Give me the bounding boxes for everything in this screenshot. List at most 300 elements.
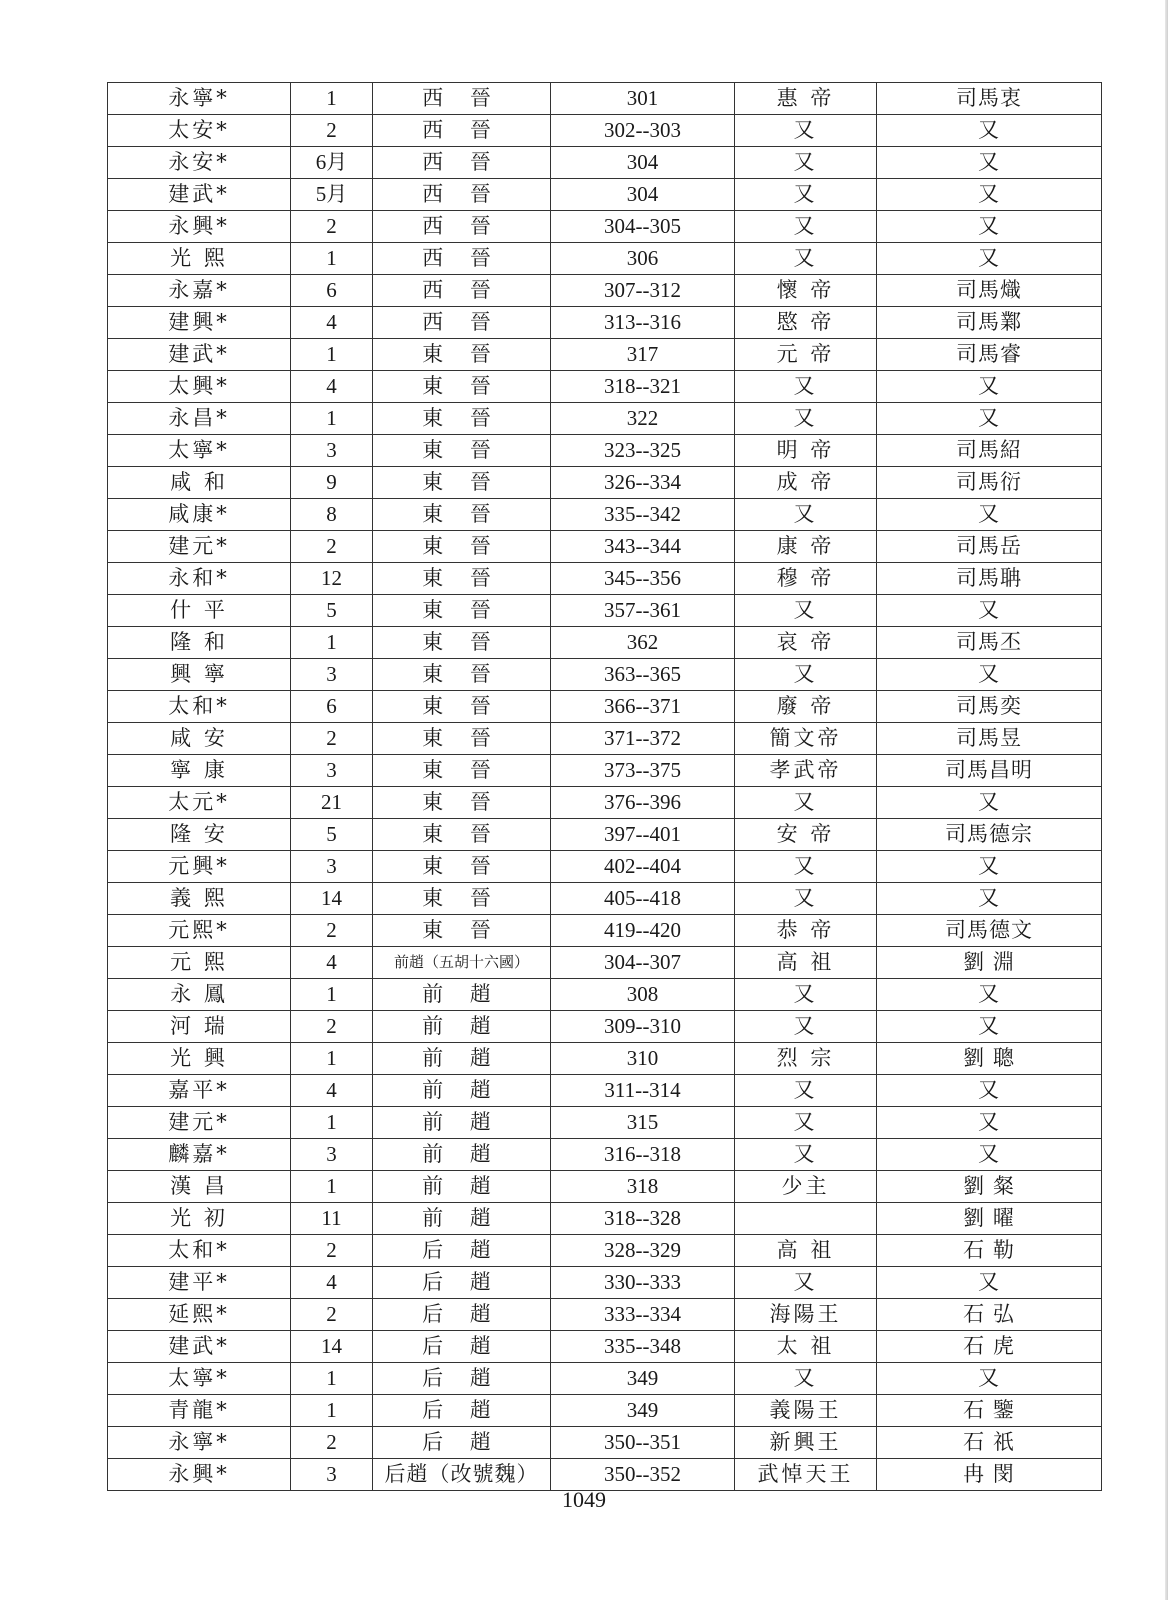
- emperor-title-cell: 廢 帝: [735, 691, 877, 723]
- year-range-cell: 317: [551, 339, 735, 371]
- emperor-title-cell: 又: [735, 115, 877, 147]
- table-row: [108, 659, 1102, 691]
- page-number: 1049: [562, 1487, 606, 1512]
- year-range-cell: 335--348: [551, 1331, 735, 1363]
- emperor-name-cell: 又: [877, 115, 1102, 147]
- era-name-cell: 興 寧: [108, 659, 291, 691]
- year-range-cell: 322: [551, 403, 735, 435]
- emperor-title-cell: 新興王: [735, 1427, 877, 1459]
- era-name-cell: 漢 昌: [108, 1171, 291, 1203]
- table-row: [108, 1043, 1102, 1075]
- duration-cell: 11: [291, 1203, 373, 1235]
- emperor-title-cell: 又: [735, 1139, 877, 1171]
- era-name-cell: 嘉平*: [108, 1075, 291, 1107]
- table-row: [108, 915, 1102, 947]
- duration-cell: 2: [291, 1299, 373, 1331]
- emperor-title-cell: 哀 帝: [735, 627, 877, 659]
- duration-cell: 14: [291, 883, 373, 915]
- dynasty-cell: 東 晉: [373, 371, 551, 403]
- year-range-cell: 419--420: [551, 915, 735, 947]
- era-name-cell: 建興*: [108, 307, 291, 339]
- era-name-cell: 太寧*: [108, 435, 291, 467]
- era-name-cell: 咸康*: [108, 499, 291, 531]
- emperor-title-cell: 又: [735, 883, 877, 915]
- era-name-cell: 麟嘉*: [108, 1139, 291, 1171]
- duration-cell: 2: [291, 531, 373, 563]
- year-range-cell: 311--314: [551, 1075, 735, 1107]
- emperor-name-cell: 司馬睿: [877, 339, 1102, 371]
- dynasty-cell: 西 晉: [373, 275, 551, 307]
- year-range-cell: 363--365: [551, 659, 735, 691]
- emperor-name-cell: 司馬昱: [877, 723, 1102, 755]
- duration-cell: 2: [291, 1427, 373, 1459]
- era-name-cell: 永寧*: [108, 1427, 291, 1459]
- table-row: [108, 851, 1102, 883]
- emperor-title-cell: 成 帝: [735, 467, 877, 499]
- emperor-name-cell: 冉 閔: [877, 1459, 1102, 1491]
- emperor-title-cell: 又: [735, 211, 877, 243]
- emperor-title-cell: 高 祖: [735, 947, 877, 979]
- duration-cell: 5月: [291, 179, 373, 211]
- dynasty-cell: 前 趙: [373, 1043, 551, 1075]
- table-row: [108, 1139, 1102, 1171]
- table-row: [108, 1203, 1102, 1235]
- emperor-name-cell: 又: [877, 211, 1102, 243]
- dynasty-cell: 后 趙: [373, 1363, 551, 1395]
- era-name-cell: 咸 安: [108, 723, 291, 755]
- dynasty-cell: 西 晉: [373, 115, 551, 147]
- dynasty-cell: 東 晉: [373, 563, 551, 595]
- year-range-cell: 323--325: [551, 435, 735, 467]
- era-name-cell: 永安*: [108, 147, 291, 179]
- dynasty-cell: 西 晉: [373, 147, 551, 179]
- duration-cell: 2: [291, 915, 373, 947]
- emperor-title-cell: 又: [735, 1267, 877, 1299]
- emperor-title-cell: 又: [735, 1011, 877, 1043]
- duration-cell: 1: [291, 243, 373, 275]
- dynasty-cell: 前趙（五胡十六國）: [373, 947, 551, 979]
- dynasty-cell: 東 晉: [373, 403, 551, 435]
- duration-cell: 2: [291, 723, 373, 755]
- era-table: [107, 82, 1102, 1491]
- era-name-cell: 永 鳳: [108, 979, 291, 1011]
- table-row: [108, 83, 1102, 115]
- emperor-name-cell: 司馬紹: [877, 435, 1102, 467]
- table-row: [108, 1395, 1102, 1427]
- dynasty-cell: 東 晉: [373, 627, 551, 659]
- year-range-cell: 304--307: [551, 947, 735, 979]
- duration-cell: 8: [291, 499, 373, 531]
- emperor-name-cell: 又: [877, 851, 1102, 883]
- emperor-name-cell: 石 祇: [877, 1427, 1102, 1459]
- dynasty-cell: 東 晉: [373, 499, 551, 531]
- emperor-title-cell: 又: [735, 979, 877, 1011]
- duration-cell: 4: [291, 307, 373, 339]
- emperor-name-cell: 石 鑒: [877, 1395, 1102, 1427]
- year-range-cell: 350--352: [551, 1459, 735, 1491]
- table-row: [108, 755, 1102, 787]
- emperor-title-cell: [735, 1203, 877, 1235]
- emperor-name-cell: 又: [877, 1363, 1102, 1395]
- era-name-cell: 建元*: [108, 1107, 291, 1139]
- era-name-cell: 永興*: [108, 211, 291, 243]
- year-range-cell: 326--334: [551, 467, 735, 499]
- duration-cell: 3: [291, 851, 373, 883]
- duration-cell: 5: [291, 595, 373, 627]
- emperor-title-cell: 孝武帝: [735, 755, 877, 787]
- emperor-title-cell: 惠 帝: [735, 83, 877, 115]
- duration-cell: 1: [291, 83, 373, 115]
- table-row: [108, 595, 1102, 627]
- duration-cell: 2: [291, 211, 373, 243]
- emperor-title-cell: 又: [735, 1075, 877, 1107]
- duration-cell: 3: [291, 755, 373, 787]
- year-range-cell: 405--418: [551, 883, 735, 915]
- era-name-cell: 太和*: [108, 691, 291, 723]
- dynasty-cell: 東 晉: [373, 787, 551, 819]
- table-row: [108, 211, 1102, 243]
- year-range-cell: 310: [551, 1043, 735, 1075]
- year-range-cell: 328--329: [551, 1235, 735, 1267]
- emperor-name-cell: 又: [877, 1139, 1102, 1171]
- dynasty-cell: 東 晉: [373, 659, 551, 691]
- dynasty-cell: 西 晉: [373, 211, 551, 243]
- year-range-cell: 318--321: [551, 371, 735, 403]
- era-name-cell: 延熙*: [108, 1299, 291, 1331]
- table-row: [108, 1011, 1102, 1043]
- emperor-title-cell: 太 祖: [735, 1331, 877, 1363]
- table-row: [108, 531, 1102, 563]
- emperor-name-cell: 又: [877, 499, 1102, 531]
- era-name-cell: 光 熙: [108, 243, 291, 275]
- year-range-cell: 304: [551, 179, 735, 211]
- table-row: [108, 1427, 1102, 1459]
- emperor-name-cell: 又: [877, 1075, 1102, 1107]
- year-range-cell: 304: [551, 147, 735, 179]
- table-row: [108, 787, 1102, 819]
- era-name-cell: 太安*: [108, 115, 291, 147]
- year-range-cell: 357--361: [551, 595, 735, 627]
- emperor-title-cell: 少主: [735, 1171, 877, 1203]
- table-row: [108, 1075, 1102, 1107]
- dynasty-cell: 后趙（改號魏）: [373, 1459, 551, 1491]
- emperor-name-cell: 又: [877, 1267, 1102, 1299]
- era-name-cell: 咸 和: [108, 467, 291, 499]
- emperor-title-cell: 又: [735, 179, 877, 211]
- table-row: [108, 371, 1102, 403]
- emperor-name-cell: 又: [877, 179, 1102, 211]
- dynasty-cell: 西 晉: [373, 83, 551, 115]
- emperor-title-cell: 又: [735, 499, 877, 531]
- table-row: [108, 1235, 1102, 1267]
- table-row: [108, 1299, 1102, 1331]
- era-name-cell: 太寧*: [108, 1363, 291, 1395]
- year-range-cell: 313--316: [551, 307, 735, 339]
- year-range-cell: 301: [551, 83, 735, 115]
- table-row: [108, 435, 1102, 467]
- duration-cell: 21: [291, 787, 373, 819]
- table-row: [108, 147, 1102, 179]
- era-name-cell: 什 平: [108, 595, 291, 627]
- year-range-cell: 349: [551, 1363, 735, 1395]
- table-row: [108, 403, 1102, 435]
- duration-cell: 1: [291, 403, 373, 435]
- duration-cell: 6月: [291, 147, 373, 179]
- emperor-name-cell: 司馬熾: [877, 275, 1102, 307]
- duration-cell: 4: [291, 1267, 373, 1299]
- emperor-name-cell: 又: [877, 659, 1102, 691]
- emperor-title-cell: 又: [735, 147, 877, 179]
- table-row: [108, 1267, 1102, 1299]
- year-range-cell: 349: [551, 1395, 735, 1427]
- duration-cell: 6: [291, 275, 373, 307]
- year-range-cell: 335--342: [551, 499, 735, 531]
- era-name-cell: 建武*: [108, 179, 291, 211]
- duration-cell: 4: [291, 947, 373, 979]
- emperor-title-cell: 穆 帝: [735, 563, 877, 595]
- year-range-cell: 366--371: [551, 691, 735, 723]
- year-range-cell: 362: [551, 627, 735, 659]
- duration-cell: 1: [291, 1363, 373, 1395]
- year-range-cell: 402--404: [551, 851, 735, 883]
- dynasty-cell: 東 晉: [373, 851, 551, 883]
- table-row: [108, 1363, 1102, 1395]
- emperor-title-cell: 又: [735, 371, 877, 403]
- emperor-name-cell: 司馬德文: [877, 915, 1102, 947]
- table-row: [108, 1459, 1102, 1491]
- dynasty-cell: 東 晉: [373, 723, 551, 755]
- emperor-title-cell: 又: [735, 595, 877, 627]
- duration-cell: 1: [291, 1043, 373, 1075]
- table-row: [108, 275, 1102, 307]
- dynasty-cell: 后 趙: [373, 1299, 551, 1331]
- duration-cell: 6: [291, 691, 373, 723]
- era-name-cell: 建武*: [108, 1331, 291, 1363]
- dynasty-cell: 東 晉: [373, 467, 551, 499]
- table-row: [108, 1107, 1102, 1139]
- emperor-title-cell: 又: [735, 403, 877, 435]
- era-name-cell: 永嘉*: [108, 275, 291, 307]
- emperor-title-cell: 高 祖: [735, 1235, 877, 1267]
- era-name-cell: 太和*: [108, 1235, 291, 1267]
- emperor-name-cell: 司馬鄴: [877, 307, 1102, 339]
- emperor-name-cell: 又: [877, 787, 1102, 819]
- year-range-cell: 397--401: [551, 819, 735, 851]
- dynasty-cell: 東 晉: [373, 755, 551, 787]
- duration-cell: 9: [291, 467, 373, 499]
- dynasty-cell: 東 晉: [373, 691, 551, 723]
- emperor-name-cell: 劉 淵: [877, 947, 1102, 979]
- dynasty-cell: 前 趙: [373, 1139, 551, 1171]
- table-row: [108, 979, 1102, 1011]
- emperor-name-cell: 司馬衍: [877, 467, 1102, 499]
- era-name-cell: 河 瑞: [108, 1011, 291, 1043]
- era-name-cell: 光 初: [108, 1203, 291, 1235]
- duration-cell: 4: [291, 371, 373, 403]
- dynasty-cell: 東 晉: [373, 339, 551, 371]
- era-name-cell: 元興*: [108, 851, 291, 883]
- table-row: [108, 883, 1102, 915]
- year-range-cell: 309--310: [551, 1011, 735, 1043]
- table-body: [108, 83, 1102, 1491]
- year-range-cell: 343--344: [551, 531, 735, 563]
- era-name-cell: 建平*: [108, 1267, 291, 1299]
- emperor-name-cell: 司馬奕: [877, 691, 1102, 723]
- year-range-cell: 308: [551, 979, 735, 1011]
- emperor-name-cell: 劉 曜: [877, 1203, 1102, 1235]
- emperor-name-cell: 又: [877, 243, 1102, 275]
- emperor-name-cell: 石 弘: [877, 1299, 1102, 1331]
- era-name-cell: 永寧*: [108, 83, 291, 115]
- year-range-cell: 330--333: [551, 1267, 735, 1299]
- dynasty-cell: 后 趙: [373, 1235, 551, 1267]
- duration-cell: 3: [291, 659, 373, 691]
- emperor-title-cell: 又: [735, 659, 877, 691]
- emperor-name-cell: 劉 聰: [877, 1043, 1102, 1075]
- era-name-cell: 建武*: [108, 339, 291, 371]
- duration-cell: 2: [291, 115, 373, 147]
- duration-cell: 2: [291, 1235, 373, 1267]
- dynasty-cell: 后 趙: [373, 1427, 551, 1459]
- emperor-title-cell: 烈 宗: [735, 1043, 877, 1075]
- duration-cell: 14: [291, 1331, 373, 1363]
- duration-cell: 1: [291, 1107, 373, 1139]
- duration-cell: 2: [291, 1011, 373, 1043]
- emperor-name-cell: 又: [877, 595, 1102, 627]
- table-row: [108, 627, 1102, 659]
- year-range-cell: 376--396: [551, 787, 735, 819]
- emperor-title-cell: 元 帝: [735, 339, 877, 371]
- duration-cell: 3: [291, 435, 373, 467]
- emperor-name-cell: 司馬德宗: [877, 819, 1102, 851]
- emperor-title-cell: 明 帝: [735, 435, 877, 467]
- era-name-cell: 寧 康: [108, 755, 291, 787]
- year-range-cell: 333--334: [551, 1299, 735, 1331]
- era-name-cell: 青龍*: [108, 1395, 291, 1427]
- duration-cell: 1: [291, 979, 373, 1011]
- duration-cell: 4: [291, 1075, 373, 1107]
- emperor-title-cell: 愍 帝: [735, 307, 877, 339]
- emperor-name-cell: 又: [877, 1107, 1102, 1139]
- dynasty-cell: 前 趙: [373, 1171, 551, 1203]
- year-range-cell: 350--351: [551, 1427, 735, 1459]
- table-row: [108, 1331, 1102, 1363]
- emperor-name-cell: 司馬聃: [877, 563, 1102, 595]
- dynasty-cell: 前 趙: [373, 1011, 551, 1043]
- table-row: [108, 307, 1102, 339]
- dynasty-cell: 前 趙: [373, 1075, 551, 1107]
- table-row: [108, 691, 1102, 723]
- table-row: [108, 243, 1102, 275]
- dynasty-cell: 西 晉: [373, 243, 551, 275]
- duration-cell: 3: [291, 1139, 373, 1171]
- table-row: [108, 115, 1102, 147]
- dynasty-cell: 東 晉: [373, 435, 551, 467]
- era-name-cell: 太元*: [108, 787, 291, 819]
- era-name-cell: 元 熙: [108, 947, 291, 979]
- dynasty-cell: 前 趙: [373, 1107, 551, 1139]
- emperor-title-cell: 懷 帝: [735, 275, 877, 307]
- emperor-name-cell: 司馬昌明: [877, 755, 1102, 787]
- emperor-name-cell: 又: [877, 371, 1102, 403]
- dynasty-cell: 后 趙: [373, 1267, 551, 1299]
- table-row: [108, 947, 1102, 979]
- table-row: [108, 499, 1102, 531]
- duration-cell: 1: [291, 627, 373, 659]
- year-range-cell: 306: [551, 243, 735, 275]
- emperor-title-cell: 又: [735, 243, 877, 275]
- table-row: [108, 723, 1102, 755]
- table-row: [108, 179, 1102, 211]
- year-range-cell: 318: [551, 1171, 735, 1203]
- emperor-title-cell: 又: [735, 1363, 877, 1395]
- emperor-name-cell: 司馬丕: [877, 627, 1102, 659]
- emperor-title-cell: 海陽王: [735, 1299, 877, 1331]
- table-row: [108, 467, 1102, 499]
- era-name-cell: 永興*: [108, 1459, 291, 1491]
- era-name-cell: 元熙*: [108, 915, 291, 947]
- dynasty-cell: 前 趙: [373, 979, 551, 1011]
- emperor-name-cell: 石 勒: [877, 1235, 1102, 1267]
- era-name-cell: 隆 和: [108, 627, 291, 659]
- dynasty-cell: 東 晉: [373, 883, 551, 915]
- emperor-title-cell: 恭 帝: [735, 915, 877, 947]
- duration-cell: 12: [291, 563, 373, 595]
- year-range-cell: 302--303: [551, 115, 735, 147]
- era-name-cell: 太興*: [108, 371, 291, 403]
- dynasty-cell: 東 晉: [373, 595, 551, 627]
- year-range-cell: 318--328: [551, 1203, 735, 1235]
- emperor-name-cell: 司馬岳: [877, 531, 1102, 563]
- emperor-name-cell: 劉 粲: [877, 1171, 1102, 1203]
- year-range-cell: 315: [551, 1107, 735, 1139]
- era-name-cell: 隆 安: [108, 819, 291, 851]
- year-range-cell: 304--305: [551, 211, 735, 243]
- emperor-name-cell: 又: [877, 403, 1102, 435]
- year-range-cell: 373--375: [551, 755, 735, 787]
- emperor-name-cell: 又: [877, 979, 1102, 1011]
- emperor-title-cell: 武悼天王: [735, 1459, 877, 1491]
- dynasty-cell: 后 趙: [373, 1395, 551, 1427]
- emperor-title-cell: 安 帝: [735, 819, 877, 851]
- emperor-title-cell: 義陽王: [735, 1395, 877, 1427]
- era-name-cell: 義 熙: [108, 883, 291, 915]
- duration-cell: 5: [291, 819, 373, 851]
- dynasty-cell: 東 晉: [373, 531, 551, 563]
- emperor-title-cell: 又: [735, 1107, 877, 1139]
- dynasty-cell: 西 晉: [373, 179, 551, 211]
- emperor-name-cell: 石 虎: [877, 1331, 1102, 1363]
- year-range-cell: 345--356: [551, 563, 735, 595]
- era-name-cell: 建元*: [108, 531, 291, 563]
- emperor-title-cell: 又: [735, 851, 877, 883]
- dynasty-cell: 前 趙: [373, 1203, 551, 1235]
- table-row: [108, 563, 1102, 595]
- emperor-title-cell: 又: [735, 787, 877, 819]
- year-range-cell: 316--318: [551, 1139, 735, 1171]
- dynasty-cell: 東 晉: [373, 819, 551, 851]
- emperor-title-cell: 康 帝: [735, 531, 877, 563]
- emperor-name-cell: 又: [877, 1011, 1102, 1043]
- duration-cell: 1: [291, 1171, 373, 1203]
- table-row: [108, 1171, 1102, 1203]
- dynasty-cell: 后 趙: [373, 1331, 551, 1363]
- dynasty-cell: 西 晉: [373, 307, 551, 339]
- dynasty-cell: 東 晉: [373, 915, 551, 947]
- duration-cell: 3: [291, 1459, 373, 1491]
- era-name-cell: 永昌*: [108, 403, 291, 435]
- era-name-cell: 永和*: [108, 563, 291, 595]
